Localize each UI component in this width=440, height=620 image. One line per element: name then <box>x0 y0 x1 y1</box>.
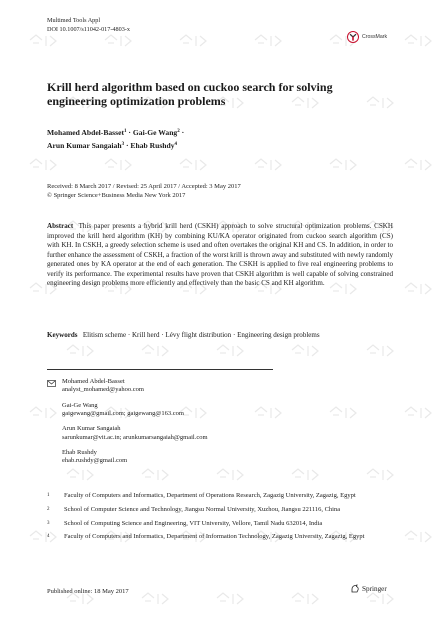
affiliation-text: School of Computer Science and Technology, Jiangsu Normal University, Xuzhou, Jiangsu 221116, China <box>64 505 341 513</box>
watermark-glyph <box>142 345 168 356</box>
contact-name: Ehab Rushdy <box>62 448 97 456</box>
watermark-glyph <box>330 159 356 170</box>
footnote-divider <box>47 369 273 370</box>
watermark-glyph <box>142 593 168 604</box>
watermark-glyph <box>367 345 393 356</box>
watermark-glyph <box>255 159 281 170</box>
affiliation-number: 3 <box>47 520 50 526</box>
author-affiliation-mark: 1 <box>124 129 127 134</box>
watermark-glyph <box>67 345 93 356</box>
watermark-glyph <box>217 593 243 604</box>
affiliation-number: 1 <box>47 493 50 498</box>
affiliation-entry <box>47 506 397 514</box>
author-name[interactable]: Gai-Ge Wang <box>132 128 178 137</box>
watermark-glyph <box>292 345 318 356</box>
watermark-glyph <box>405 407 431 418</box>
keywords-text: Elitism scheme · Krill herd · Lévy flight distribution · Engineering design problems <box>82 331 320 339</box>
author-name[interactable]: Ehab Rushdy <box>130 141 175 150</box>
author-separator: · <box>125 141 129 150</box>
contact-entry <box>62 402 362 419</box>
watermark-glyph <box>367 469 393 480</box>
affiliation-list <box>47 492 397 547</box>
affiliation-text: Faculty of Computers and Informatics, Department of Information Technology, Zagazig University, Zagazig, Egypt <box>64 533 365 541</box>
watermark-glyph <box>405 531 431 542</box>
author-separator: · <box>128 128 131 137</box>
watermark-glyph <box>30 35 56 46</box>
watermark-glyph <box>30 407 56 418</box>
keywords-label: Keywords <box>47 331 78 339</box>
affiliation-number: 4 <box>47 534 50 540</box>
journal-name: Multimed Tools Appl <box>47 17 101 24</box>
envelope-icon <box>47 380 56 387</box>
crossmark-badge[interactable] <box>347 29 399 45</box>
watermark-glyph <box>105 35 131 46</box>
abstract-label: Abstract <box>47 222 74 230</box>
watermark-glyph <box>405 159 431 170</box>
contact-email[interactable]: ehab.rushdy@gmail.com <box>62 457 128 465</box>
published-date: Published online: 18 May 2017 <box>47 588 129 595</box>
abstract <box>47 222 393 289</box>
watermark-glyph <box>105 159 131 170</box>
contact-name: Arun Kumar Sangaiah <box>62 425 121 433</box>
author-affiliation-mark: 3 <box>121 142 125 147</box>
springer-wordmark: Springer <box>362 585 387 593</box>
contact-list <box>62 378 362 472</box>
author-name[interactable]: Mohamed Abdel-Basset <box>47 128 124 137</box>
watermark-glyph <box>30 159 56 170</box>
watermark-glyph <box>217 345 243 356</box>
watermark-glyph <box>255 35 281 46</box>
watermark-glyph <box>367 593 393 604</box>
crossmark-icon <box>347 31 359 43</box>
affiliation-text: School of Computing Science and Engineering, VIT University, Vellore, Tamil Nadu 632014, India <box>64 519 323 527</box>
watermark-glyph <box>405 283 431 294</box>
affiliation-entry <box>47 533 397 541</box>
keywords <box>47 331 393 341</box>
contact-email[interactable]: gaigewang@gmail.com; gaigewang@163.com <box>62 410 184 418</box>
paper-title: Krill herd algorithm based on cuckoo search for solving engineering optimization problems <box>47 80 333 108</box>
affiliation-number: 2 <box>47 506 50 512</box>
crossmark-label: CrossMark <box>362 34 388 40</box>
author-affiliation-mark: 2 <box>177 129 180 134</box>
doi: DOI 10.1007/s11042-017-4803-x <box>47 26 130 33</box>
contact-name: Gai-Ge Wang <box>62 401 98 409</box>
contact-entry <box>62 425 362 442</box>
watermark-glyph <box>292 593 318 604</box>
copyright-notice: © Springer Science+Business Media New York 2017 <box>47 192 186 199</box>
watermark-glyph <box>180 159 206 170</box>
contact-entry <box>62 378 362 395</box>
watermark-glyph <box>180 35 206 46</box>
article-dates: Received: 8 March 2017 / Revised: 25 April 2017 / Accepted: 3 May 2017 <box>47 183 241 190</box>
author-list <box>47 126 367 152</box>
contact-email[interactable]: sarunkumar@vit.ac.in; arunkumarsangaiah@gmail.com <box>62 433 208 441</box>
contact-entry <box>62 449 362 466</box>
abstract-text: This paper presents a hybrid krill herd (CSKH) approach to solve structural optimization problems. CSKH improved the krill herd algorithm (KH) by combining KU/KA operator originated from cuckoo search algorithm (CS) with KH. In CSKH, a greedy selection scheme is used and often overtakes the original KH and CS. In addition, in order to further enhance the assessment of CSKH, a fraction of the worst krill is thrown away and substituted with newly randomly generated ones by KA operator at the end of each generation. The CSKH is applied to five real engineering problems to verify its performance. The experimental results have proven that CSKH algorithm is well capable of solving constrained engineering design problems more efficiently and effectively than the basic CS and KH algorithm. <box>47 222 394 288</box>
affiliation-entry <box>47 492 397 500</box>
affiliation-entry <box>47 520 397 528</box>
springer-horse-icon <box>350 584 360 594</box>
author-affiliation-mark: 4 <box>174 142 178 147</box>
author-separator: · <box>181 128 185 137</box>
contact-name: Mohamed Abdel-Basset <box>62 378 125 385</box>
author-name[interactable]: Arun Kumar Sangaiah <box>47 141 122 150</box>
watermark-glyph <box>405 35 431 46</box>
affiliation-text: Faculty of Computers and Informatics, Department of Operations Research, Zagazig University, Zagazig, Egypt <box>64 492 356 499</box>
springer-logo <box>350 584 387 594</box>
contact-email[interactable]: analyst_mohamed@yahoo.com <box>62 386 144 394</box>
